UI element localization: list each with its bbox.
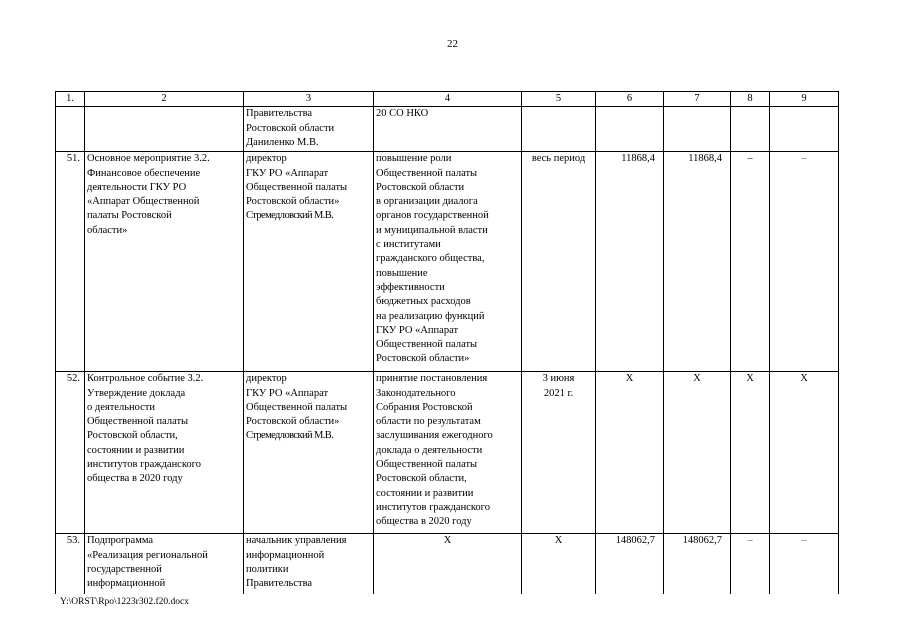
executor-cell [244,107,374,152]
cell-line: Общественной палаты [87,416,189,428]
header-cell: 5 [522,92,596,107]
period-cell [522,372,596,534]
cell-line: Основное мероприятие 3.2. [87,153,210,165]
cell-line: Общественной палаты [246,401,348,413]
cell-line: о деятельности [87,401,155,413]
result-cell [374,152,522,372]
period-cell [522,107,596,152]
cell-line: принятие постановления [376,373,488,385]
cell-line: Х [554,535,563,547]
cell-line: начальник управления [246,535,347,547]
cell-line: Стремедловский М.В. [246,430,334,442]
measure-name [85,534,244,594]
value-cell: Х [596,372,664,534]
cell-line: Ростовской области» [246,416,340,428]
header-cell: 6 [596,92,664,107]
cell-line: ГКУ РО «Аппарат [246,387,329,399]
header-cell: 7 [664,92,731,107]
cell-line: состоянии и развитии [87,444,185,456]
executor-cell [244,534,374,594]
cell-line: органов государственной [376,210,489,222]
cell-line: в организации диалога [376,196,478,208]
cell-line: Ростовской области, [376,473,467,485]
cell-line: на реализацию функций [376,310,485,322]
cell-line: директор [246,153,287,165]
cell-line: Даниленко М.В. [246,136,319,148]
header-cell: 1. [56,92,85,107]
cell-line: области» [87,224,128,236]
cell-line: состоянии и развитии [376,487,474,499]
executor-cell [244,152,374,372]
executor-cell [244,372,374,534]
cell-line: Правительства [246,108,313,120]
cell-line: Общественной палаты [246,181,348,193]
row-number: 52. [56,372,85,534]
cell-line: директор [246,373,287,385]
value-cell: – [731,152,770,372]
value-cell [770,107,839,152]
result-cell [374,372,522,534]
cell-line: палаты Ростовской [87,210,172,222]
cell-line: институтов гражданского [376,501,490,513]
cell-line: и муниципальной власти [376,224,488,236]
table-row [56,152,839,372]
cell-line: Ростовской области» [376,353,470,365]
cell-line: 2021 г. [543,387,574,399]
value-cell: – [770,534,839,594]
cell-line: Х [443,535,452,547]
value-cell: 148062,7 [664,534,731,594]
cell-line: 20 СО НКО [376,108,429,120]
cell-line: Подпрограмма [87,535,154,547]
cell-line: Собрания Ростовской [376,401,473,413]
cell-line: гражданского общества, [376,253,485,265]
cell-line: Ростовской области [246,122,335,134]
cell-line: Финансовое обеспечение [87,167,201,179]
table-header-row [56,92,839,107]
cell-line: доклада о деятельности [376,444,483,456]
cell-line: эффективности [376,281,445,293]
value-cell: Х [664,372,731,534]
cell-line: заслушивания ежегодного [376,430,493,442]
cell-line: 3 июня [542,373,575,385]
cell-line: Правительства [246,578,313,590]
cell-line: информационной [246,549,325,561]
page-number: 22 [447,38,458,50]
cell-line: области по результатам [376,416,481,428]
value-cell: 148062,7 [596,534,664,594]
cell-line: бюджетных расходов [376,296,471,308]
value-cell [664,107,731,152]
header-cell: 8 [731,92,770,107]
cell-line: общества в 2020 году [376,516,472,528]
value-cell: 11868,4 [664,152,731,372]
plan-table [55,91,839,594]
cell-line: весь период [531,153,586,165]
cell-line: «Аппарат Общественной [87,196,200,208]
result-cell [374,107,522,152]
header-cell: 9 [770,92,839,107]
value-cell: 11868,4 [596,152,664,372]
cell-line: Общественной палаты [376,459,478,471]
measure-name [85,107,244,152]
result-cell [374,534,522,594]
cell-line: общества в 2020 году [87,473,183,485]
cell-line: Стремедловский М.В. [246,210,334,222]
cell-line: институтов гражданского [87,459,201,471]
period-cell [522,534,596,594]
header-cell: 2 [85,92,244,107]
cell-line: государственной [87,563,162,575]
value-cell [596,107,664,152]
cell-line: повышение [376,267,428,279]
cell-line: Общественной палаты [376,339,478,351]
cell-line: ГКУ РО «Аппарат [246,167,329,179]
header-cell: 4 [374,92,522,107]
value-cell: – [731,534,770,594]
value-cell: – [770,152,839,372]
table-row [56,534,839,594]
cell-line: деятельности ГКУ РО [87,181,187,193]
cell-line: политики [246,563,289,575]
cell-line: Законодательного [376,387,456,399]
cell-line: Контрольное событие 3.2. [87,373,204,385]
cell-line: повышение роли [376,153,452,165]
table-row [56,107,839,152]
cell-line: Утверждение доклада [87,387,186,399]
header-cell: 3 [244,92,374,107]
measure-name [85,152,244,372]
period-cell [522,152,596,372]
row-number: 51. [56,152,85,372]
value-cell [731,107,770,152]
value-cell: Х [770,372,839,534]
cell-line: информационной [87,578,166,590]
cell-line: Ростовской области, [87,430,178,442]
value-cell: Х [731,372,770,534]
row-number [56,107,85,152]
table-row [56,372,839,534]
cell-line: «Реализация региональной [87,549,208,561]
measure-name [85,372,244,534]
cell-line: Ростовской области» [246,196,340,208]
cell-line: ГКУ РО «Аппарат [376,324,459,336]
cell-line: с институтами [376,239,441,251]
file-path-footer: Y:\ORST\Rpo\1223r302.f20.docx [60,597,189,607]
cell-line: Ростовской области [376,181,465,193]
cell-line: Общественной палаты [376,167,478,179]
row-number: 53. [56,534,85,594]
